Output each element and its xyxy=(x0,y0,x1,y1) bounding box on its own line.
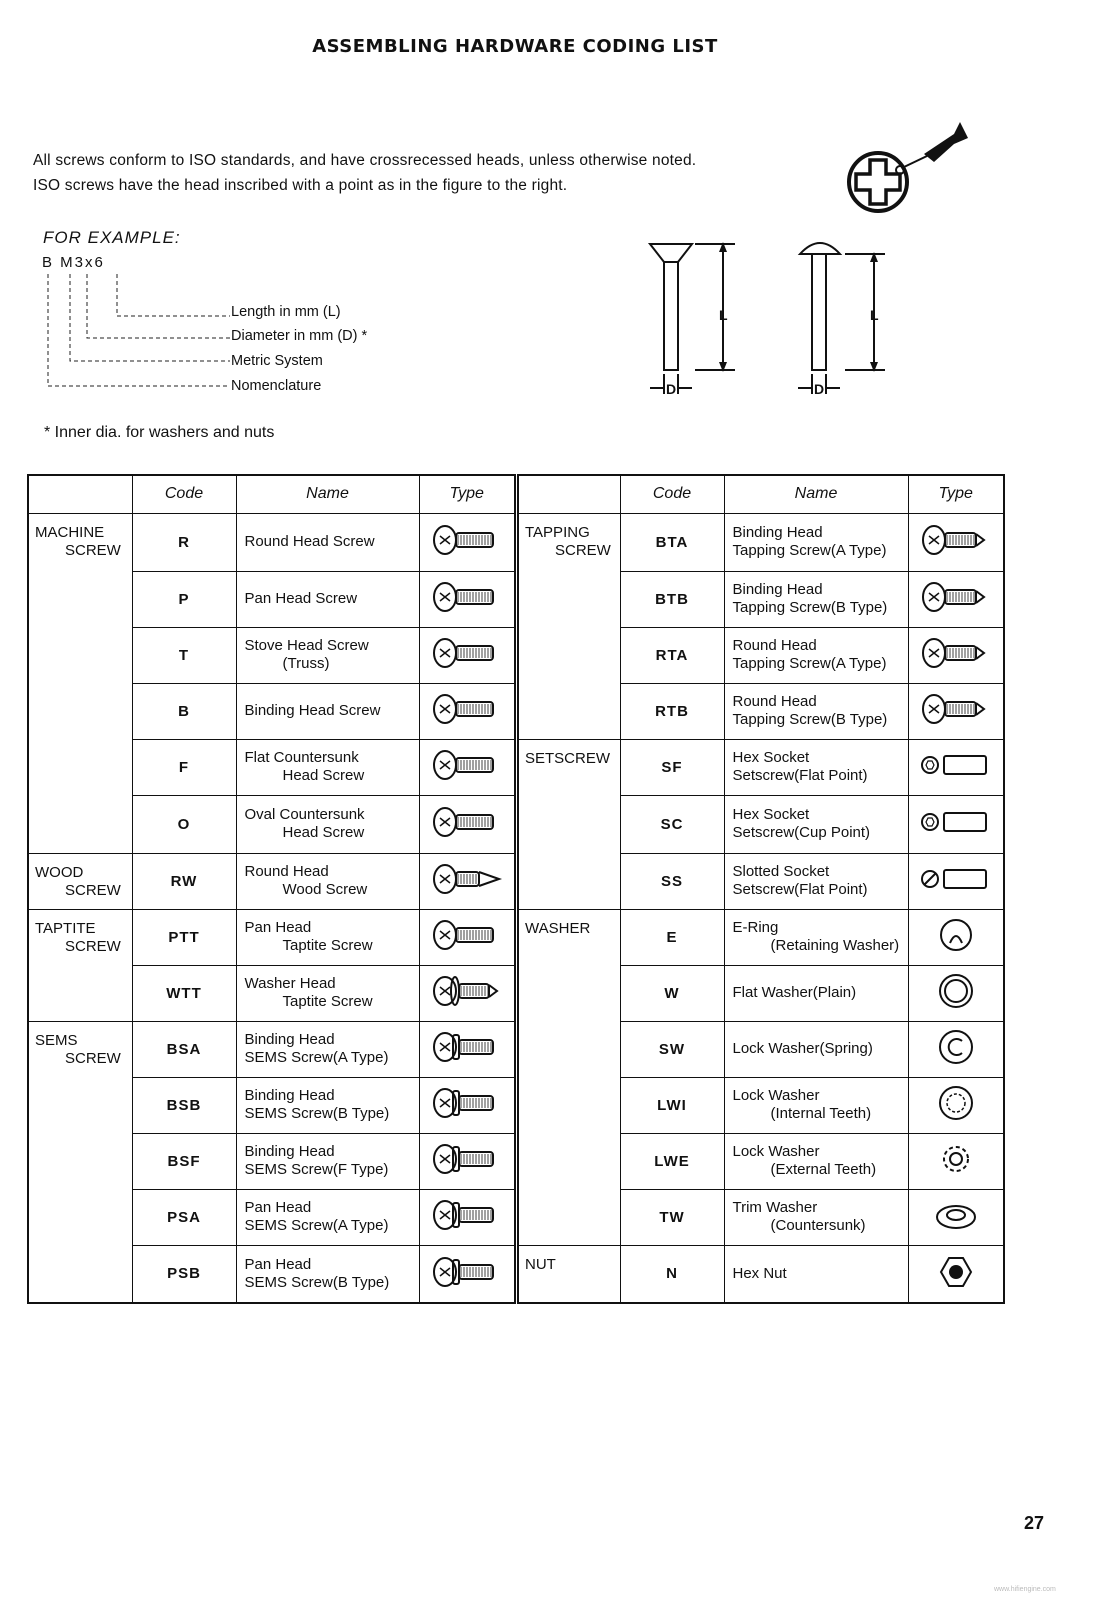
binding-head-screw-icon xyxy=(427,687,507,731)
name-header: Name xyxy=(236,475,419,513)
category-cell xyxy=(518,1245,620,1303)
code-cell: P xyxy=(132,571,236,627)
name-line-2: SEMS Screw(F Type) xyxy=(244,1161,389,1178)
table-row xyxy=(28,853,515,909)
type-cell xyxy=(419,571,515,627)
type-cell xyxy=(908,1021,1004,1077)
name-line-2: Head Screw xyxy=(282,824,365,841)
hex-nut-icon xyxy=(916,1250,996,1294)
type-cell xyxy=(419,627,515,683)
dim-D-1: D xyxy=(666,381,677,397)
category-cell xyxy=(518,909,620,1245)
sems-screw-b-icon xyxy=(427,1081,507,1125)
code-cell: PSA xyxy=(132,1189,236,1245)
code-cell: T xyxy=(132,627,236,683)
name-line-1: Round Head xyxy=(732,693,817,710)
name-line-1: Pan Head xyxy=(244,1199,312,1216)
example-leader-lines xyxy=(40,272,240,402)
name-line-1: Flat Countersunk xyxy=(244,749,359,766)
name-line-1: Hex Socket xyxy=(732,749,810,766)
stove-head-screw-icon xyxy=(427,631,507,675)
name-line-2: (Retaining Washer) xyxy=(770,937,900,954)
name-line-1: Round Head xyxy=(732,637,817,654)
code-cell: SW xyxy=(620,1021,724,1077)
category-cell xyxy=(518,513,620,739)
name-line-1: Round Head xyxy=(244,863,329,880)
iso-screw-head-icon xyxy=(842,120,992,230)
table-row xyxy=(518,909,1004,965)
name-line-1: Binding Head xyxy=(244,1143,335,1160)
category-label: SCREW xyxy=(555,541,611,559)
table-row xyxy=(28,1021,515,1077)
legend-diameter: Diameter in mm (D) * xyxy=(231,328,368,344)
sems-screw-a-icon xyxy=(427,1025,507,1069)
type-cell xyxy=(419,513,515,571)
name-cell xyxy=(724,1077,908,1133)
type-header: Type xyxy=(908,475,1004,513)
legend-metric: Metric System xyxy=(231,353,323,369)
name-line-2: Taptite Screw xyxy=(282,937,373,954)
name-line-1: Washer Head xyxy=(244,975,336,992)
name-cell xyxy=(724,795,908,853)
name-line-1: Pan Head Screw xyxy=(244,590,358,607)
name-line-1: E-Ring xyxy=(732,919,779,936)
name-line-2: (Internal Teeth) xyxy=(770,1105,872,1122)
code-cell: RW xyxy=(132,853,236,909)
name-line-1: Lock Washer xyxy=(732,1143,820,1160)
hex-setscrew-cup-icon xyxy=(916,800,996,844)
flat-washer-icon xyxy=(916,969,996,1013)
name-line-2: Tapping Screw(B Type) xyxy=(732,711,888,728)
name-line-2: (Truss) xyxy=(282,655,330,672)
category-cell xyxy=(28,909,132,1021)
sems-screw-f-icon xyxy=(427,1137,507,1181)
slotted-setscrew-icon xyxy=(916,857,996,901)
code-cell: B xyxy=(132,683,236,739)
oval-countersunk-screw-icon xyxy=(427,800,507,844)
intro-line-2: ISO screws have the head inscribed with a point as in the figure to the right. xyxy=(33,177,568,194)
code-cell: PSB xyxy=(132,1245,236,1303)
name-cell xyxy=(724,1021,908,1077)
page-number: 27 xyxy=(1024,1513,1045,1533)
name-cell xyxy=(724,1245,908,1303)
name-line-1: Round Head Screw xyxy=(244,533,375,550)
code-cell: F xyxy=(132,739,236,795)
code-header: Code xyxy=(132,475,236,513)
page-title: ASSEMBLING HARDWARE CODING LIST xyxy=(312,36,718,57)
code-cell: R xyxy=(132,513,236,571)
name-line-2: Wood Screw xyxy=(282,881,368,898)
dim-D-2: D xyxy=(814,381,825,397)
name-line-2: (External Teeth) xyxy=(770,1161,877,1178)
code-cell: RTA xyxy=(620,627,724,683)
category-label: TAPTITE xyxy=(35,919,96,937)
round-head-screw-icon xyxy=(427,518,507,562)
type-cell xyxy=(908,1245,1004,1303)
footnote: * Inner dia. for washers and nuts xyxy=(44,424,275,441)
legend-nomenclature: Nomenclature xyxy=(231,378,322,394)
name-line-1: Pan Head xyxy=(244,919,312,936)
name-line-2: Setscrew(Flat Point) xyxy=(732,881,868,898)
code-cell: RTB xyxy=(620,683,724,739)
type-cell xyxy=(419,1245,515,1303)
name-cell xyxy=(724,513,908,571)
pan-taptite-screw-icon xyxy=(427,913,507,957)
name-cell xyxy=(236,965,419,1021)
pan-head-screw-icon xyxy=(427,575,507,619)
name-line-1: Hex Socket xyxy=(732,806,810,823)
name-line-1: Trim Washer xyxy=(732,1199,818,1216)
name-cell xyxy=(236,909,419,965)
name-line-1: Hex Nut xyxy=(732,1264,787,1282)
category-label: SCREW xyxy=(65,541,121,559)
pan-sems-screw-a-icon xyxy=(427,1193,507,1237)
external-tooth-washer-icon xyxy=(916,1137,996,1181)
name-cell xyxy=(236,683,419,739)
name-cell xyxy=(236,739,419,795)
name-line-1: Slotted Socket xyxy=(732,863,830,880)
name-line-2: SEMS Screw(A Type) xyxy=(244,1217,389,1234)
type-header: Type xyxy=(419,475,515,513)
washer-taptite-screw-icon xyxy=(427,969,507,1013)
name-line-2: Taptite Screw xyxy=(282,993,373,1010)
name-cell xyxy=(236,1133,419,1189)
table-row xyxy=(28,909,515,965)
name-cell xyxy=(724,853,908,909)
pan-sems-screw-b-icon xyxy=(427,1250,507,1294)
trim-washer-icon xyxy=(916,1193,996,1237)
intro-text xyxy=(33,148,696,198)
name-line-2: Setscrew(Cup Point) xyxy=(732,824,871,841)
category-label: WASHER xyxy=(525,919,591,937)
e-ring-icon xyxy=(916,913,996,957)
name-line-1: Binding Head xyxy=(244,1087,335,1104)
flat-countersunk-screw-icon xyxy=(427,743,507,787)
name-line-1: Lock Washer(Spring) xyxy=(732,1040,873,1057)
name-cell xyxy=(236,853,419,909)
code-header: Code xyxy=(620,475,724,513)
code-cell: LWI xyxy=(620,1077,724,1133)
table-row xyxy=(28,513,515,571)
table-row xyxy=(518,513,1004,571)
name-line-1: Binding Head xyxy=(244,1031,335,1048)
name-line-2: Tapping Screw(B Type) xyxy=(732,599,888,616)
dim-L-2: L xyxy=(870,307,879,323)
code-cell: W xyxy=(620,965,724,1021)
name-line-1: Lock Washer xyxy=(732,1087,820,1104)
name-cell xyxy=(236,513,419,571)
hardware-table-left xyxy=(27,474,516,1304)
code-cell: N xyxy=(620,1245,724,1303)
name-line-2: SEMS Screw(B Type) xyxy=(244,1105,390,1122)
type-cell xyxy=(908,1077,1004,1133)
code-cell: BTA xyxy=(620,513,724,571)
type-cell xyxy=(908,571,1004,627)
type-cell xyxy=(908,627,1004,683)
code-cell: WTT xyxy=(132,965,236,1021)
name-cell xyxy=(724,739,908,795)
code-cell: PTT xyxy=(132,909,236,965)
name-cell xyxy=(236,1021,419,1077)
type-cell xyxy=(419,1133,515,1189)
type-cell xyxy=(908,1133,1004,1189)
name-cell xyxy=(724,627,908,683)
example-code: B M3x6 xyxy=(42,254,105,271)
name-line-2: (Countersunk) xyxy=(770,1217,866,1234)
category-label: SCREW xyxy=(65,1049,121,1067)
table-row xyxy=(518,739,1004,795)
name-cell xyxy=(236,1189,419,1245)
category-header xyxy=(28,475,132,513)
wood-screw-icon xyxy=(427,857,507,901)
name-line-1: Oval Countersunk xyxy=(244,806,365,823)
name-cell xyxy=(724,1189,908,1245)
category-label: NUT xyxy=(525,1255,556,1273)
code-cell: BSA xyxy=(132,1021,236,1077)
type-cell xyxy=(419,1189,515,1245)
type-cell xyxy=(419,795,515,853)
name-cell xyxy=(724,1133,908,1189)
category-label: SCREW xyxy=(65,937,121,955)
category-label: MACHINE xyxy=(35,523,105,541)
type-cell xyxy=(908,513,1004,571)
type-cell xyxy=(419,1021,515,1077)
type-cell xyxy=(908,683,1004,739)
hex-setscrew-flat-icon xyxy=(916,743,996,787)
name-cell xyxy=(236,1077,419,1133)
code-cell: BSB xyxy=(132,1077,236,1133)
name-cell xyxy=(724,965,908,1021)
name-line-2: Setscrew(Flat Point) xyxy=(732,767,868,784)
example-title: FOR EXAMPLE: xyxy=(43,228,181,247)
category-label: SEMS xyxy=(35,1031,78,1049)
type-cell xyxy=(419,739,515,795)
name-line-2: SEMS Screw(B Type) xyxy=(244,1273,390,1291)
intro-line-1: All screws conform to ISO standards, and have crossrecessed heads, unless otherwise noted. xyxy=(33,152,697,169)
name-line-1: Pan Head xyxy=(244,1255,312,1273)
legend-length: Length in mm (L) xyxy=(231,304,341,320)
spring-lock-washer-icon xyxy=(916,1025,996,1069)
name-cell xyxy=(236,627,419,683)
hardware-table-right xyxy=(517,474,1005,1304)
type-cell xyxy=(908,1189,1004,1245)
screw-dimension-diagram xyxy=(640,234,900,404)
code-cell: TW xyxy=(620,1189,724,1245)
name-line-2: SEMS Screw(A Type) xyxy=(244,1049,389,1066)
tapping-screw-a-icon xyxy=(916,518,996,562)
category-label: TAPPING xyxy=(525,523,590,541)
type-cell xyxy=(419,965,515,1021)
code-cell: SF xyxy=(620,739,724,795)
type-cell xyxy=(908,795,1004,853)
name-line-2: Head Screw xyxy=(282,767,365,784)
type-cell xyxy=(419,1077,515,1133)
tapping-screw-b-icon xyxy=(916,575,996,619)
dim-L-1: L xyxy=(719,307,728,323)
name-header: Name xyxy=(724,475,908,513)
code-cell: SS xyxy=(620,853,724,909)
category-cell xyxy=(518,739,620,909)
code-cell: O xyxy=(132,795,236,853)
round-tapping-screw-a-icon xyxy=(916,631,996,675)
name-line-1: Flat Washer(Plain) xyxy=(732,984,857,1001)
internal-tooth-washer-icon xyxy=(916,1081,996,1125)
type-cell xyxy=(419,909,515,965)
category-cell xyxy=(28,853,132,909)
code-cell: LWE xyxy=(620,1133,724,1189)
code-cell: BSF xyxy=(132,1133,236,1189)
name-line-1: Binding Head xyxy=(732,581,823,598)
category-header xyxy=(518,475,620,513)
name-line-1: Stove Head Screw xyxy=(244,637,369,654)
type-cell xyxy=(908,965,1004,1021)
type-cell xyxy=(419,683,515,739)
round-tapping-screw-b-icon xyxy=(916,687,996,731)
category-cell xyxy=(28,1021,132,1303)
category-cell xyxy=(28,513,132,853)
code-cell: E xyxy=(620,909,724,965)
name-line-1: Binding Head xyxy=(732,524,823,541)
code-cell: BTB xyxy=(620,571,724,627)
category-label: SETSCREW xyxy=(525,749,611,767)
type-cell xyxy=(908,853,1004,909)
type-cell xyxy=(419,853,515,909)
table-row xyxy=(518,1245,1004,1303)
name-cell xyxy=(724,683,908,739)
name-line-2: Tapping Screw(A Type) xyxy=(732,655,887,672)
name-cell xyxy=(236,571,419,627)
name-cell xyxy=(724,571,908,627)
name-line-2: Tapping Screw(A Type) xyxy=(732,542,887,559)
type-cell xyxy=(908,909,1004,965)
category-label: WOOD xyxy=(35,863,84,881)
watermark: www.hifiengine.com xyxy=(994,1586,1056,1593)
name-cell xyxy=(236,1245,419,1303)
code-cell: SC xyxy=(620,795,724,853)
name-cell xyxy=(236,795,419,853)
type-cell xyxy=(908,739,1004,795)
name-line-1: Binding Head Screw xyxy=(244,702,381,719)
category-label: SCREW xyxy=(65,881,121,899)
name-cell xyxy=(724,909,908,965)
